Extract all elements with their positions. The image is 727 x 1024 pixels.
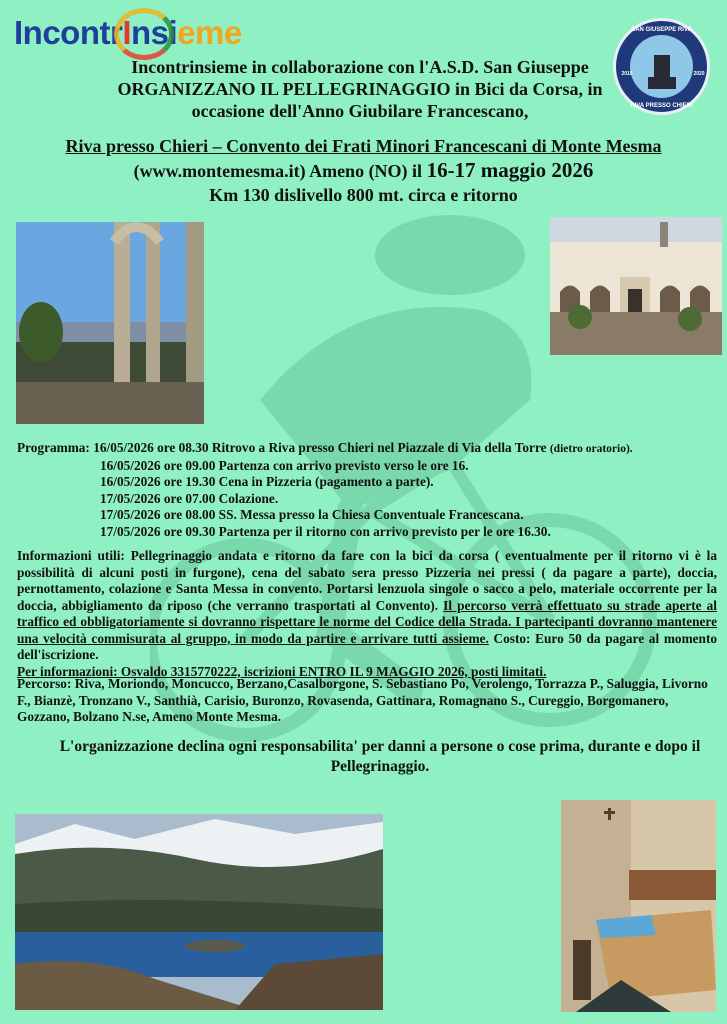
- route-location-line: [16, 158, 711, 183]
- logo-ring-icon: [114, 8, 174, 60]
- route-title: [16, 134, 711, 207]
- info-section: [17, 548, 717, 680]
- program-item: 17/05/2026 ore 09.30 Partenza per il ritorno con arrivo previsto per le ore 16.30.: [100, 523, 551, 539]
- program-label: Programma:: [17, 440, 90, 455]
- logo-part: nsi: [131, 14, 178, 51]
- cell-room-photo: [561, 800, 716, 1012]
- logo-part: I: [122, 14, 131, 51]
- program-item: 16/05/2026 ore 19.30 Cena in Pizzeria (pagamento a parte).: [100, 474, 434, 490]
- program-item: 17/05/2026 ore 08.00 SS. Messa presso la Chiesa Conventuale Francescana.: [100, 507, 524, 523]
- badge-bottom-text: RIVA PRESSO CHIERI: [630, 103, 693, 109]
- lake-photo: [15, 814, 383, 1010]
- header: [40, 56, 680, 122]
- info-text: Informazioni utili: Pellegrinaggio andata e ritorno da fare con la bici da corsa ( eventualmente per il ritorno vi è la possibilità di alcuni posti in furgone), cena del sabato sera presso Pizzeria nei pressi ( da pagare a parte), doccia, pernottamento, colazione e Santa Messa in convento. Portarsi lenzuola singole o sacco a pelo, materiale occorrente per la doccia, abbigliamento da riposo (che verranno trasportati al Convento).: [17, 548, 717, 613]
- route-name: Riva presso Chieri – Convento dei Frati Minori Francescani di Monte Mesma: [65, 136, 662, 156]
- portico-photo: [16, 222, 204, 424]
- badge-year-left: 2015: [621, 71, 633, 77]
- program-item: 16/05/2026 ore 09.00 Partenza con arrivo previsto verso le ore 16.: [100, 457, 469, 473]
- program-item: 17/05/2026 ore 07.00 Colazione.: [100, 490, 279, 506]
- route-dates: 16-17 maggio 2026: [426, 158, 594, 182]
- info-contact: Per informazioni: Osvaldo 3315770222, iscrizioni ENTRO IL 9 MAGGIO 2026, posti limitati.: [17, 663, 547, 679]
- badge-year-right: 2020: [693, 71, 705, 77]
- info-cost: Costo: Euro 50 da pagare al momento dell'iscrizione.: [17, 630, 718, 662]
- route-distance: Km 130 dislivello 800 mt. circa e ritorno: [209, 185, 518, 205]
- route-towns: Percorso: Riva, Moriondo, Moncucco, Berzano,Casalborgone, S. Sebastiano Po, Verolengo, Torrazza P., Saluggia, Livorno F., Bianzè, Tronzano V., Santhià, Carisio, Buronzo, Rovasenda, Gattinara, Romagnano S., Cureggio, Borgomanero, Gozzano, Bolzano N.se, Ameno Monte Mesma.: [17, 676, 708, 724]
- logo-part: eme: [177, 14, 242, 51]
- program-item: 16/05/2026 ore 08.30 Ritrovo a Riva presso Chieri nel Piazzale di Via della Torre: [93, 440, 547, 455]
- header-line: occasione dell'Anno Giubilare Francescano,: [191, 101, 529, 121]
- courtyard-photo: [550, 217, 722, 355]
- program-first-row: [17, 440, 717, 458]
- logo-part: Incontr: [14, 14, 123, 51]
- incontrinsieme-logo: [14, 14, 242, 52]
- route-location: (www.montemesma.it) Ameno (NO) il: [133, 161, 423, 181]
- badge-top-text: SAN GIUSEPPE RIVA: [631, 27, 692, 33]
- header-line: Incontrinsieme in collaborazione con l'A.S.D. San Giuseppe: [131, 57, 589, 77]
- program-note: (dietro oratorio).: [549, 443, 633, 455]
- header-line: ORGANIZZANO IL PELLEGRINAGGIO in Bici da Corsa, in: [117, 79, 603, 99]
- info-rules: Il percorso verrà effettuato su strade aperte al traffico ed obbligatoriamente si dovranno rispettare le norme del Codice della Strada. I partecipanti dovranno mantenere una velocità commisurata al gruppo, in modo da partire e arrivare tutti assieme.: [17, 597, 717, 646]
- program-section: [17, 440, 717, 541]
- disclaimer: L'organizzazione declina ogni responsabilita' per danni a persone o cose prima, durante e dopo il Pellegrinaggio.: [59, 738, 701, 775]
